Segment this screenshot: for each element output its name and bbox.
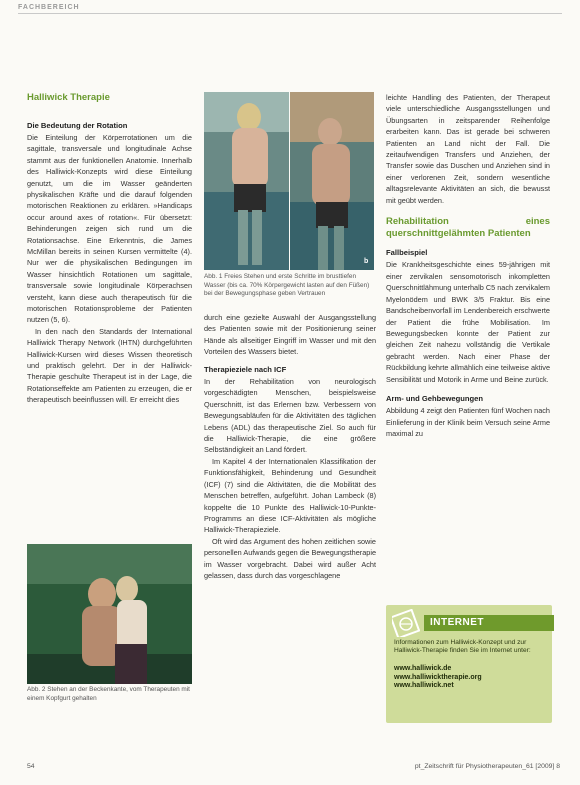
subheading-fallbeispiel: Fallbeispiel xyxy=(386,248,428,258)
section-tag: FACHBEREICH xyxy=(18,4,80,11)
internet-box xyxy=(386,605,552,723)
header-rule xyxy=(18,13,562,14)
internet-text: Informationen zum Halliwick-Konzept und zur Halliwick-Therapie finden Sie im Internet unter: xyxy=(394,639,531,655)
subheading-rotation: Die Bedeutung der Rotation xyxy=(27,120,128,130)
journal-footer: pt_Zeitschrift für Physiotherapeuten_61 [2009] 8 xyxy=(414,763,560,770)
paragraph: durch eine gezielte Auswahl der Ausgangsstellung des Patienten sowie mit der Positionierung seiner Hände als allseitiger Eingriff im Wasser und mit den Vorteilen des Wassers bietet. xyxy=(204,313,376,357)
paragraph: Oft wird das Argument des hohen zeitlichen sowie personellen Aufwands gegen die Bewegungstherapie im Wasser vorgebracht. Dabei wird außer Acht gelassen, dass durch das vorgeschlagene xyxy=(204,536,377,580)
internet-links xyxy=(394,665,546,691)
paragraph: Abbildung 4 zeigt den Patienten fünf Wochen nach Einlieferung in der Klinik beim Versuch seine Arme maximal zu xyxy=(386,406,550,439)
figure-2-image xyxy=(27,544,192,684)
paragraph: In den nach den Standards der International Halliwick Therapy Network (IHTN) durchgeführten Halliwick-Kursen wird dieses Wissen theoretisch und praktisch gelehrt. Der in der Halliwick-Therapie geschulte Therapeut ist in der Lage, die Rotationseffekte am Patienten zu erzeugen, die er therapeutisch beeinflussen will. Er erreicht dies xyxy=(27,326,192,405)
figure-2-photo xyxy=(27,544,192,684)
figure-1a-image xyxy=(204,92,289,270)
article-title: Halliwick Therapie xyxy=(27,92,110,103)
paragraph: Im Kapitel 4 der Internationalen Klassifikation der Funktionsfähigkeit, Behinderung und Gesundheit (ICF) (7) sind die Aktivitäten, die die Mobilität des Menschen betreffen, aufgeführt. Johan Lambeck (8) koppelte die 10 Punkte des Halliwick-10-Punkte-Programms an diese ICF-Aktivitäten als mögliche Halliwick-Therapieziele. xyxy=(204,456,376,535)
figure-1-caption: Abb. 1 Freies Stehen und erste Schritte im brusttiefen Wasser (bis ca. 70% Körpergewicht lasten auf den Füßen) bei der Bewegungsphase geben Vertrauen xyxy=(204,273,370,298)
paragraph: Die Krankheitsgeschichte eines 59-jährigen mit einer zervikalen sensomotorisch inkompletten Querschnittlähmung unterhalb C5 nach zervikalem Myelonödem und BWK 3/5 Fraktur. Bis eine Bandscheibenvorfall im Lendenbereich erschwerte der Patient die frühe Mobilisation. Im Bewegungsbecken konnte der Patient zur gleichen Zeit nahezu vollständig die Vertikale gebracht werden. Nach einer Phase der Rückbildung kehrte allmählich eine teilweise aktive Sensibilität und Motorik in Arme und Beine zurück. xyxy=(386,260,550,384)
figure-1b-label: b xyxy=(364,258,369,265)
figure-1b-image xyxy=(290,92,374,270)
paragraph: In der Rehabilitation von neurologisch vorgeschädigten Menschen, beispielsweise Querschnitt, ist das Erlernen bzw. Verbessern von Bewegungsabläufen für die Aktivitäten des täglichen Lebens (ADL) das therapeutische Ziel. So auch für die Halliwick-Therapie, die eine größere Selbständigkeit an Land fördert. xyxy=(204,377,376,455)
left-column xyxy=(27,92,192,406)
subheading-therapieziele: Therapieziele nach ICF xyxy=(204,364,287,374)
page-number: 54 xyxy=(27,763,35,770)
right-column xyxy=(386,92,550,440)
figure-1a-photo xyxy=(204,92,289,270)
section-title-rehabilitation: Rehabilitation eines querschnittgelähmten Patienten xyxy=(386,216,550,239)
middle-column xyxy=(204,312,376,581)
paragraph: leichte Handling des Patienten, der Therapeut viele unterschiedliche Ausgangsstellungen und Übungsarten in zeitsparender Reihenfolge erarbeiten kann. Das ist gerade bei schweren Patienten an Land nicht der Fall. Die zeitaufwendigen Transfers und Anziehen, der Transfer sowie das Duschen und Anziehen sind in einer verlorenen Zeit, sondern wesentliche alltagsrelevante Aktivitäten an sich, die bewusst mit geübt werden. xyxy=(386,93,550,205)
figure-2-caption: Abb. 2 Stehen an der Beckenkante, vom Therapeuten mit einem Kopfgurt gehalten xyxy=(27,686,190,702)
link-halliwicktherapie-org[interactable]: www.halliwicktherapie.org xyxy=(394,673,482,681)
paragraph: Die Einteilung der Körperrotationen um die sagittale, transversale und longitudinale Achse stammt aus der funktionellen Anatomie. Innerhalb des Halliwick-Konzepts wird diese Einteilung genutzt, um die im Wasser geänderten physikalischen Kräfte und die darauf folgenden motorischen Reaktionen zu erklären. »Handicaps occur around axes of rotation«. Für übersetzt: Behinderungen zeigen sich rund um die Rotationsachse. Eine Erkenntnis, die James McMillan bereits in seinen Kursen vermittelte (4). Nur wer die physikalischen Bedingungen im Wasser hinsichtlich Rotationen um sagittale, transversale sowie longitudinale Körperachsen versteht, kann diese auch therapeutisch für die motorischen Rotationsprobleme der Patienten nutzen (5, 6). xyxy=(27,132,192,325)
subheading-arm-gehbewegungen: Arm- und Gehbewegungen xyxy=(386,393,484,403)
globe-icon xyxy=(392,609,420,637)
link-halliwick-net[interactable]: www.halliwick.net xyxy=(394,682,454,690)
internet-heading: INTERNET xyxy=(424,615,554,631)
link-halliwick-de[interactable]: www.halliwick.de xyxy=(394,665,452,672)
figure-1b-photo xyxy=(290,92,374,270)
